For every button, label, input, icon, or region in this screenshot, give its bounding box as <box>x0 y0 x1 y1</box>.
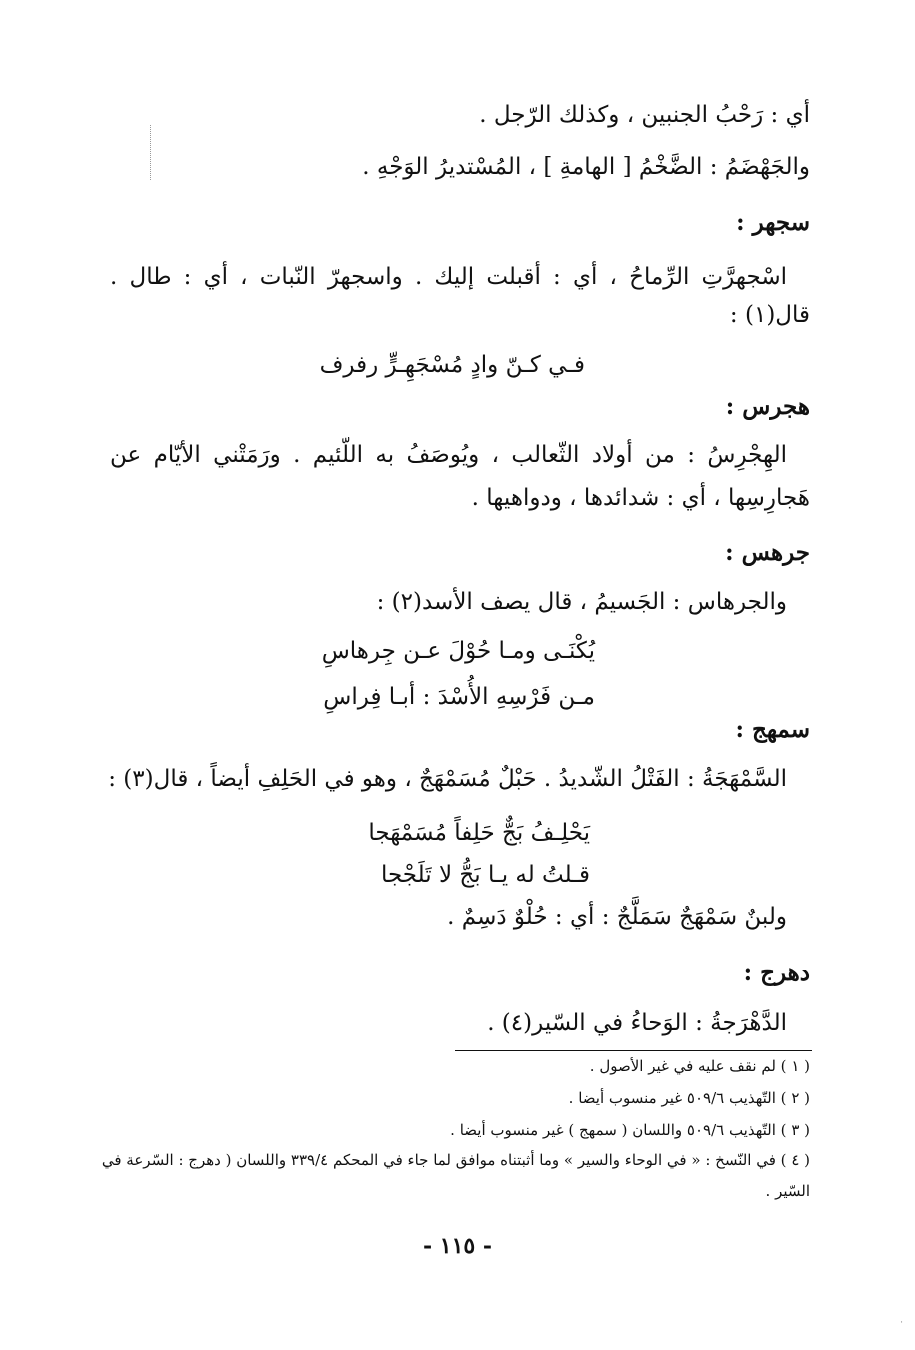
footnote-continuation: السّير . <box>765 1182 810 1200</box>
verse-line: فـي كـنّ وادٍ مُسْجَهِـرٍّ رفرف <box>319 352 585 378</box>
text-line: هَجارِسِها ، أي : شدائدها ، ودواهيها . <box>471 485 810 511</box>
margin-annotation-mark <box>150 125 153 180</box>
footnote: ( ٣ ) التّهذيب ٥٠٩/٦ واللسان ( سمهج ) غير منسوب أيضا . <box>450 1121 810 1139</box>
footnote: ( ١ ) لم نقف عليه في غير الأصول . <box>589 1057 810 1075</box>
footnote: ( ٤ ) في النّسخ : « في الوحاء والسير » وما أثبتناه موافق لما جاء في المحكم ٣٣٩/٤ واللسان ( دهرج : السّرعة في <box>101 1151 810 1169</box>
entry-heading: دهرج : <box>743 959 810 986</box>
verse-line: مـن فَرْسِهِ الأُسْدَ : أبـا فِراسِ <box>323 684 595 710</box>
entry-heading: جرهس : <box>725 539 810 566</box>
verse-line: قـلتُ له يـا بَجُّ لا تَلَجْجا <box>380 862 590 888</box>
entry-heading: سمهج : <box>735 716 810 743</box>
text-line: اسْجهرَّتِ الرِّماحُ ، أي : أقبلت إليك . واسجهرّ النّبات ، أي : طال . <box>110 264 787 290</box>
verse-line: يُكْنَـى ومـا حُوْلَ عـن جِرهاسِ <box>321 638 595 664</box>
text-line: السَّمْهَجَةُ : الفَتْلُ الشّديدُ . حَبْلٌ مُسَمْهَجٌ ، وهو في الحَلِفِ أيضاً ، قال(٣) : <box>108 766 787 792</box>
footnote-separator <box>455 1050 812 1051</box>
text-line: الدَّهْرَجةُ : الوَحاءُ في السّير(٤) . <box>487 1010 787 1036</box>
entry-heading: هجرس : <box>725 393 810 420</box>
verse-line: يَحْلِـفُ بَجٌّ حَلِفاً مُسَمْهَجا <box>368 820 590 846</box>
text-line: الهِجْرِسُ : من أولاد الثّعالب ، ويُوصَفُ به اللّئيم . ورَمَتْني الأيّام عن <box>110 442 787 468</box>
text-line: قال(١) : <box>729 302 810 328</box>
scan-artifact-mark: · <box>900 1318 903 1328</box>
entry-heading: سجهر : <box>736 209 810 236</box>
text-line: أي : رَحْبُ الجنبين ، وكذلك الرّجل . <box>479 102 810 128</box>
text-line: ولبنٌ سَمْهَجٌ سَمَلَّجٌ : أي : حُلْوٌ دَسِمٌ . <box>447 904 787 930</box>
text-line: والجرهاس : الجَسيمُ ، قال يصف الأسد(٢) : <box>376 589 787 615</box>
footnote: ( ٢ ) التّهذيب ٥٠٩/٦ غير منسوب أيضا . <box>568 1089 810 1107</box>
text-line: والجَهْضَمُ : الضَّخْمُ [ الهامةِ ] ، المُسْتديرُ الوَجْهِ . <box>362 154 810 180</box>
page-number: - ١١٥ - <box>422 1233 493 1259</box>
